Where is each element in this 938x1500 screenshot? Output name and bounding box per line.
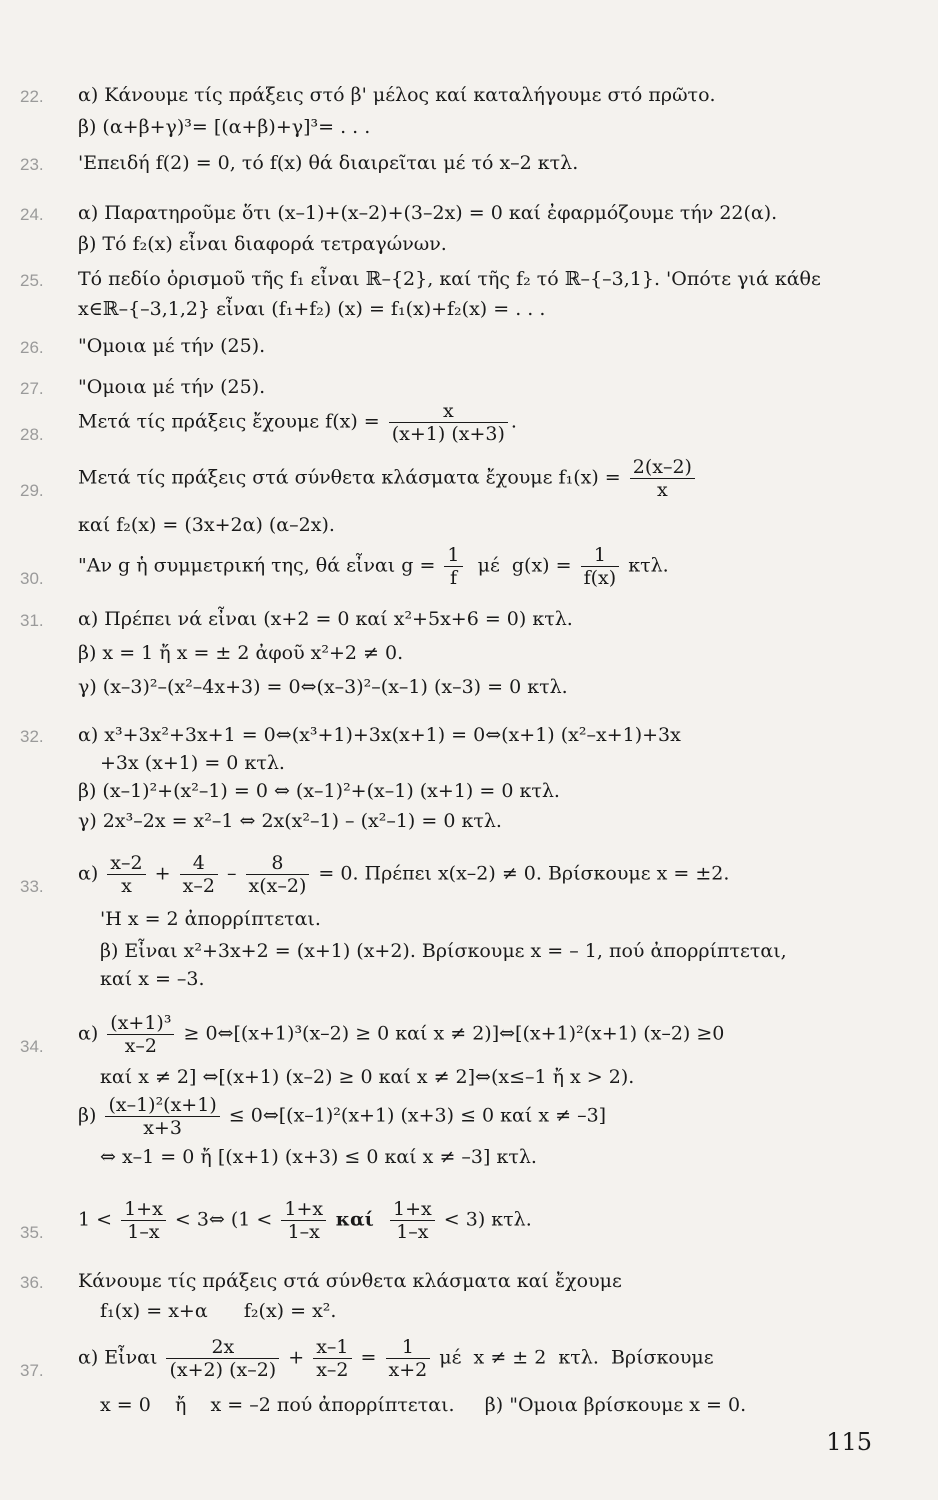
entry-number: 26. bbox=[20, 338, 44, 357]
text-line: καί x = –3. bbox=[100, 968, 205, 990]
denominator: 1–x bbox=[287, 1221, 320, 1243]
entry-number: 36. bbox=[20, 1273, 44, 1292]
fraction bbox=[105, 1094, 219, 1139]
text-line: ⇔ x–1 = 0 ἤ [(x+1) (x+3) ≤ 0 καί x ≠ –3] κτλ. bbox=[100, 1146, 537, 1168]
text-line: β) (α+β+γ)³= [(α+β)+γ]³= . . . bbox=[78, 116, 371, 138]
entry-number: 33. bbox=[20, 877, 44, 896]
denominator: x+2 bbox=[388, 1359, 428, 1381]
numerator: 1 bbox=[444, 544, 462, 567]
entry-number: 29. bbox=[20, 481, 44, 500]
fraction bbox=[386, 1336, 431, 1381]
text: < 3⇔ (1 < bbox=[168, 1208, 279, 1231]
text-line: α) Κάνουμε τίς πράξεις στό β' μέλος καί καταλήγουμε στό πρῶτο. bbox=[78, 84, 716, 106]
numerator: 1 bbox=[386, 1336, 431, 1359]
denominator: x bbox=[121, 875, 132, 897]
text-line: γ) 2x³–2x = x²–1 ⇔ 2x(x²–1) – (x²–1) = 0 κτλ. bbox=[78, 810, 502, 832]
text: Μετά τίς πράξεις στά σύνθετα κλάσματα ἔχουμε f₁(x) = bbox=[78, 466, 627, 489]
text-line: καί x ≠ 2] ⇔[(x+1) (x–2) ≥ 0 καί x ≠ 2]⇔(x≤–1 ἤ x > 2). bbox=[100, 1066, 635, 1088]
entry-number: 24. bbox=[20, 205, 44, 224]
fraction bbox=[166, 1336, 279, 1381]
fraction bbox=[581, 544, 620, 589]
entry-number: 34. bbox=[20, 1037, 44, 1056]
text: α) bbox=[78, 1022, 105, 1045]
entry-number: 31. bbox=[20, 611, 44, 630]
text-line: β) (x–1)²+(x²–1) = 0 ⇔ (x–1)²+(x–1) (x+1) = 0 κτλ. bbox=[78, 780, 560, 802]
text: = bbox=[354, 1346, 383, 1369]
formula-line bbox=[78, 400, 517, 445]
fraction bbox=[180, 852, 218, 897]
fraction bbox=[389, 400, 508, 445]
fraction bbox=[121, 1198, 166, 1243]
denominator: x(x–2) bbox=[248, 875, 307, 897]
formula-line bbox=[78, 1012, 724, 1057]
text-line: "Ομοια μέ τήν (25). bbox=[78, 376, 266, 398]
text: β) bbox=[78, 1104, 103, 1127]
numerator: (x–1)²(x+1) bbox=[105, 1094, 219, 1117]
numerator: 1+x bbox=[281, 1198, 326, 1221]
page-number: 115 bbox=[826, 1428, 872, 1456]
text: "Αν g ἡ συμμετρική της, θά εἶναι g = bbox=[78, 554, 442, 577]
denominator: x–2 bbox=[316, 1359, 349, 1381]
entry-number: 32. bbox=[20, 727, 44, 746]
denominator: f bbox=[449, 567, 457, 589]
entry-number: 23. bbox=[20, 155, 44, 174]
numerator: 1+x bbox=[390, 1198, 435, 1221]
fraction bbox=[107, 1012, 174, 1057]
numerator: 1 bbox=[581, 544, 620, 567]
entry-number: 30. bbox=[20, 569, 44, 588]
text-line: β) Τό f₂(x) εἶναι διαφορά τετραγώνων. bbox=[78, 233, 447, 255]
fraction bbox=[444, 544, 462, 589]
numerator: 4 bbox=[180, 852, 218, 875]
fraction bbox=[107, 852, 145, 897]
text: 1 < bbox=[78, 1208, 119, 1231]
entry-number: 22. bbox=[20, 87, 44, 106]
text-line: Τό πεδίο ὁρισμοῦ τῆς f₁ εἶναι ℝ–{2}, καί τῆς f₂ τό ℝ–{–3,1}. 'Οπότε γιά κάθε bbox=[78, 268, 821, 290]
entry-number: 35. bbox=[20, 1223, 44, 1242]
formula-line bbox=[78, 544, 669, 589]
fraction bbox=[390, 1198, 435, 1243]
text: + bbox=[282, 1346, 311, 1369]
denominator: x–2 bbox=[182, 875, 215, 897]
text-line: +3x (x+1) = 0 κτλ. bbox=[100, 752, 285, 774]
text-line: α) Παρατηροῦμε ὅτι (x–1)+(x–2)+(3–2x) = 0 καί ἐφαρμόζουμε τήν 22(α). bbox=[78, 202, 778, 224]
text-line: β) Εἶναι x²+3x+2 = (x+1) (x+2). Βρίσκουμε x = – 1, πού ἀπορρίπτεται, bbox=[100, 940, 787, 962]
text-line: x = 0 ἤ x = –2 πού ἀπορρίπτεται. β) "Ομοια βρίσκουμε x = 0. bbox=[100, 1394, 747, 1416]
numerator: x–2 bbox=[107, 852, 145, 875]
text: Μετά τίς πράξεις ἔχουμε f(x) = bbox=[78, 410, 386, 433]
formula-line bbox=[78, 456, 698, 501]
formula-line bbox=[78, 1198, 532, 1243]
text: . bbox=[510, 410, 517, 433]
text-line: "Ομοια μέ τήν (25). bbox=[78, 335, 266, 357]
text: μέ g(x) = bbox=[465, 554, 578, 577]
text-line: καί f₂(x) = (3x+2α) (α–2x). bbox=[78, 514, 335, 536]
formula-line bbox=[78, 1094, 606, 1139]
entry-number: 28. bbox=[20, 425, 44, 444]
text-line: β) x = 1 ἤ x = ± 2 ἀφοῦ x²+2 ≠ 0. bbox=[78, 642, 404, 664]
text-line: α) x³+3x²+3x+1 = 0⇔(x³+1)+3x(x+1) = 0⇔(x+1) (x²–x+1)+3x bbox=[78, 724, 681, 746]
entry-number: 25. bbox=[20, 271, 44, 290]
fraction bbox=[630, 456, 695, 501]
text-line: 'Επειδή f(2) = 0, τό f(x) θά διαιρεῖται μέ τό x–2 κτλ. bbox=[78, 152, 579, 174]
numerator: 2x bbox=[166, 1336, 279, 1359]
entry-number: 27. bbox=[20, 379, 44, 398]
denominator: f(x) bbox=[583, 567, 617, 589]
numerator: 8 bbox=[246, 852, 310, 875]
denominator: x–2 bbox=[124, 1035, 158, 1057]
text-line: α) Πρέπει νά εἶναι (x+2 = 0 καί x²+5x+6 = 0) κτλ. bbox=[78, 608, 573, 630]
denominator: 1–x bbox=[127, 1221, 160, 1243]
text-line: γ) (x–3)²–(x²–4x+3) = 0⇔(x–3)²–(x–1) (x–3) = 0 κτλ. bbox=[78, 676, 568, 698]
numerator: 1+x bbox=[121, 1198, 166, 1221]
text-line: x∈ℝ–{–3,1,2} εἶναι (f₁+f₂) (x) = f₁(x)+f₂(x) = . . . bbox=[78, 298, 546, 320]
denominator: 1–x bbox=[396, 1221, 429, 1243]
numerator: 2(x–2) bbox=[630, 456, 695, 479]
numerator: (x+1)³ bbox=[107, 1012, 174, 1035]
text: μέ x ≠ ± 2 κτλ. Βρίσκουμε bbox=[433, 1346, 714, 1369]
numerator: x bbox=[389, 400, 508, 423]
formula-line: α) $\frac{x-2}{x}$ + $\frac{4}{x-2}$ – $\frac{8}{x(x-2)}$ = 0. Πρέπει x(x–2) ≠ 0. Βρίσκουμε x = ±2. bbox=[78, 852, 730, 897]
text: < 3) κτλ. bbox=[437, 1208, 532, 1231]
numerator: x–1 bbox=[313, 1336, 351, 1359]
denominator: (x+1) (x+3) bbox=[391, 423, 505, 445]
fraction bbox=[246, 852, 310, 897]
entry-number: 37. bbox=[20, 1361, 44, 1380]
fraction bbox=[313, 1336, 351, 1381]
text: α) bbox=[78, 862, 105, 885]
denominator: x bbox=[656, 479, 668, 501]
text-line: f₁(x) = x+α f₂(x) = x². bbox=[100, 1300, 337, 1322]
fraction bbox=[281, 1198, 326, 1243]
text: α) Εἶναι bbox=[78, 1346, 164, 1369]
formula-line bbox=[78, 1336, 714, 1381]
text: = 0. Πρέπει x(x–2) ≠ 0. Βρίσκουμε x = ±2. bbox=[312, 862, 730, 885]
text-line: Κάνουμε τίς πράξεις στά σύνθετα κλάσματα καί ἔχουμε bbox=[78, 1270, 622, 1292]
text-line: 'Η x = 2 ἀπορρίπτεται. bbox=[100, 908, 321, 930]
text: καί bbox=[329, 1208, 388, 1231]
text: ≤ 0⇔[(x–1)²(x+1) (x+3) ≤ 0 καί x ≠ –3] bbox=[222, 1104, 607, 1127]
denominator: (x+2) (x–2) bbox=[169, 1359, 277, 1381]
text: κτλ. bbox=[622, 554, 669, 577]
denominator: x+3 bbox=[143, 1117, 182, 1139]
text: ≥ 0⇔[(x+1)³(x–2) ≥ 0 καί x ≠ 2)]⇔[(x+1)²(x+1) (x–2) ≥0 bbox=[177, 1022, 725, 1045]
